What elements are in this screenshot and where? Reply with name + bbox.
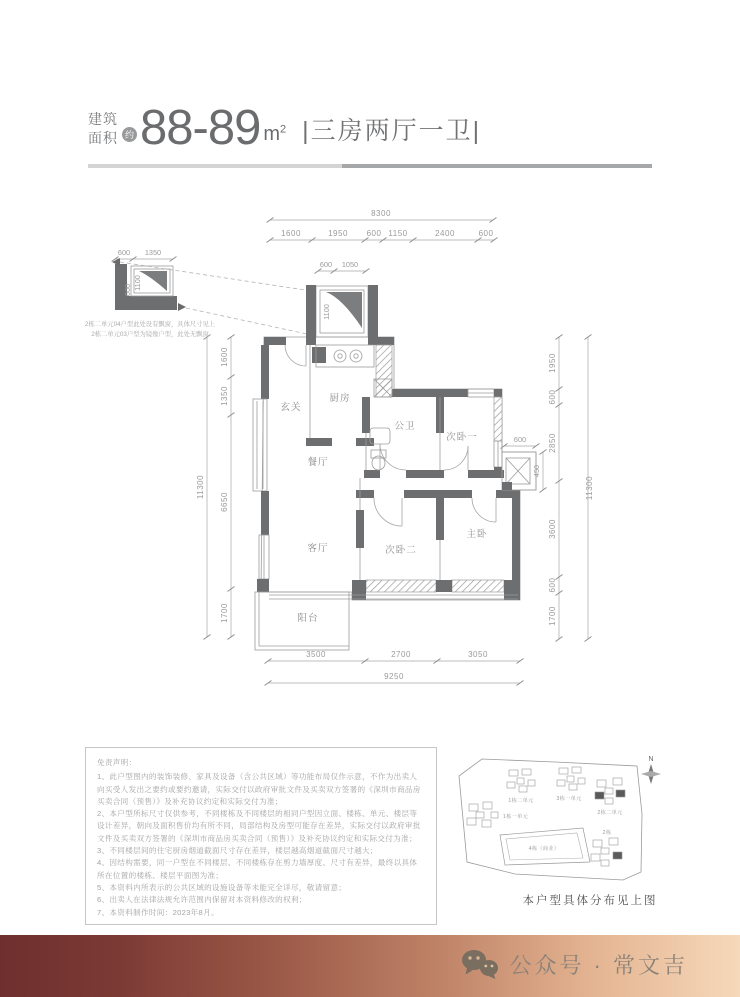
wechat-icon bbox=[461, 949, 499, 980]
disclaimer-box bbox=[85, 747, 437, 925]
layout-label: |三房两厅一卫| bbox=[302, 116, 482, 145]
footer-band bbox=[0, 935, 740, 997]
svg-text:1600: 1600 bbox=[281, 229, 301, 238]
svg-text:600: 600 bbox=[366, 229, 382, 238]
ac-platform bbox=[502, 452, 536, 490]
svg-text:2700: 2700 bbox=[391, 650, 411, 659]
room-label-living: 客厅 bbox=[307, 543, 329, 554]
disclaimer-item: 1、此户型图内的装饰装修、家具及设备（含公共区域）等功能布局仅作示意，不作为出卖人向买受人发出之要约或要约邀请，实际交付以政府审批文件及买卖双方签署的《深圳市商品房买卖合同（预售）》及补充协议约定和实际交付为准； bbox=[97, 772, 421, 806]
svg-text:11300: 11300 bbox=[196, 474, 205, 500]
disclaimer-item: 4、因结构需要，同一户型在不同楼层、不同楼栋存在剪力墙厚度、尺寸有差异，最终以具体所在位置的楼栋、楼层平面图为准； bbox=[97, 858, 418, 880]
site-podium bbox=[500, 828, 590, 865]
svg-text:1700: 1700 bbox=[548, 606, 557, 626]
svg-text:1600: 1600 bbox=[220, 347, 229, 367]
walls bbox=[253, 337, 520, 600]
bay-window-detail-inset bbox=[85, 248, 307, 338]
svg-text:2400: 2400 bbox=[435, 229, 455, 238]
svg-text:600: 600 bbox=[123, 283, 132, 297]
area-value: 88-89 bbox=[140, 101, 261, 155]
approx-badge: 约 bbox=[122, 127, 137, 142]
watermark-text: 公众号 · 常文吉 bbox=[509, 953, 688, 978]
room-label-balcony: 阳台 bbox=[297, 613, 319, 624]
svg-text:8300: 8300 bbox=[371, 209, 391, 218]
svg-text:2850: 2850 bbox=[548, 433, 557, 453]
svg-text:1050: 1050 bbox=[341, 260, 359, 269]
svg-text:600: 600 bbox=[117, 248, 131, 257]
room-label-bedroom2: 次卧二 bbox=[385, 545, 417, 556]
north-arrow bbox=[641, 756, 661, 784]
room-label-dining: 餐厅 bbox=[307, 457, 329, 468]
svg-text:600: 600 bbox=[513, 435, 527, 444]
svg-text:1350: 1350 bbox=[144, 248, 162, 257]
svg-text:1700: 1700 bbox=[220, 603, 229, 623]
room-label-master: 主卧 bbox=[466, 529, 488, 540]
svg-text:2栋二单元: 2栋二单元 bbox=[597, 810, 623, 816]
svg-text:N: N bbox=[648, 756, 654, 763]
svg-text:4栋（商业）: 4栋（商业） bbox=[528, 846, 560, 852]
room-label-bath: 公卫 bbox=[394, 421, 416, 432]
svg-text:600: 600 bbox=[478, 229, 494, 238]
svg-text:9250: 9250 bbox=[384, 672, 404, 681]
svg-text:3500: 3500 bbox=[306, 650, 326, 659]
kitchen-bay-window bbox=[306, 285, 378, 345]
inset-note-line1: 2栋二单元04户型此处设有飘窗，具体尺寸见上 bbox=[84, 321, 216, 328]
kitchen-fixtures bbox=[312, 345, 374, 367]
svg-text:6650: 6650 bbox=[220, 492, 229, 512]
svg-text:600: 600 bbox=[548, 577, 557, 593]
svg-text:1100: 1100 bbox=[133, 275, 142, 291]
room-label-entry: 玄关 bbox=[280, 402, 302, 413]
disclaimer-item: 6、出卖人在法律法规允许范围内保留对本资料修改的权利； bbox=[97, 895, 307, 905]
disclaimer-item: 5、本资料内所表示的公共区域的设施设备等未能完全详尽，敬请留意； bbox=[97, 882, 347, 892]
svg-text:1栋一单元: 1栋一单元 bbox=[503, 814, 529, 820]
site-cluster-2-2 bbox=[595, 778, 625, 816]
svg-text:1950: 1950 bbox=[548, 353, 557, 373]
svg-text:11300: 11300 bbox=[585, 475, 594, 501]
disclaimer-title: 免责声明： bbox=[97, 758, 137, 767]
svg-text:450: 450 bbox=[532, 464, 541, 478]
svg-text:1950: 1950 bbox=[328, 229, 348, 238]
svg-text:1150: 1150 bbox=[388, 229, 408, 238]
room-label-bedroom1: 次卧一 bbox=[446, 432, 478, 443]
dim-chain-left bbox=[196, 335, 235, 640]
svg-text:3栋一单元: 3栋一单元 bbox=[556, 796, 582, 802]
area-label-line1: 建筑 bbox=[88, 111, 118, 128]
site-cluster-1-1 bbox=[467, 802, 529, 827]
svg-text:1100: 1100 bbox=[322, 304, 331, 320]
area-label-line2: 面积 bbox=[88, 129, 118, 146]
svg-text:1栋二单元: 1栋二单元 bbox=[508, 798, 534, 804]
room-label-kitchen: 厨房 bbox=[329, 393, 351, 404]
inset-note-line2: 2栋二单元03户型为镜像户型，此处无飘窗 bbox=[91, 331, 209, 338]
site-cluster-3-1 bbox=[556, 767, 585, 802]
dim-chain-top bbox=[267, 209, 498, 243]
svg-text:1350: 1350 bbox=[220, 386, 229, 406]
site-plan-caption: 本户型具体分布见上图 bbox=[522, 895, 658, 907]
site-plan bbox=[455, 752, 667, 897]
svg-text:3600: 3600 bbox=[548, 519, 557, 539]
svg-text:600: 600 bbox=[319, 260, 333, 269]
svg-text:2栋: 2栋 bbox=[602, 830, 612, 836]
disclaimer-item: 2、本户型所标尺寸仅供参考，不同楼栋及不同楼层的相同户型因立面、楼栋、单元、楼层等设计差异，朝向及面积售价均有所不同，局部结构及房型可能存在差异，实际交付以政府审批文件及买卖双方签署的《深圳市商品房买卖合同（预售）》及补充协议约定和实际交付为准； bbox=[97, 809, 421, 843]
dim-chain-bottom bbox=[265, 650, 524, 686]
site-cluster-2 bbox=[591, 828, 622, 866]
svg-text:600: 600 bbox=[548, 389, 557, 405]
svg-text:3050: 3050 bbox=[468, 650, 488, 659]
site-cluster-1-2 bbox=[507, 769, 535, 804]
disclaimer-item: 7、本资料制作时间：2023年8月。 bbox=[97, 907, 219, 917]
watermark bbox=[461, 949, 688, 980]
area-unit: $m^2$ bbox=[263, 123, 287, 145]
disclaimer-item: 3、不同楼层间的住宅厨房烟道截面尺寸存在差异，楼层越高烟道截面尺寸越大； bbox=[97, 846, 378, 856]
